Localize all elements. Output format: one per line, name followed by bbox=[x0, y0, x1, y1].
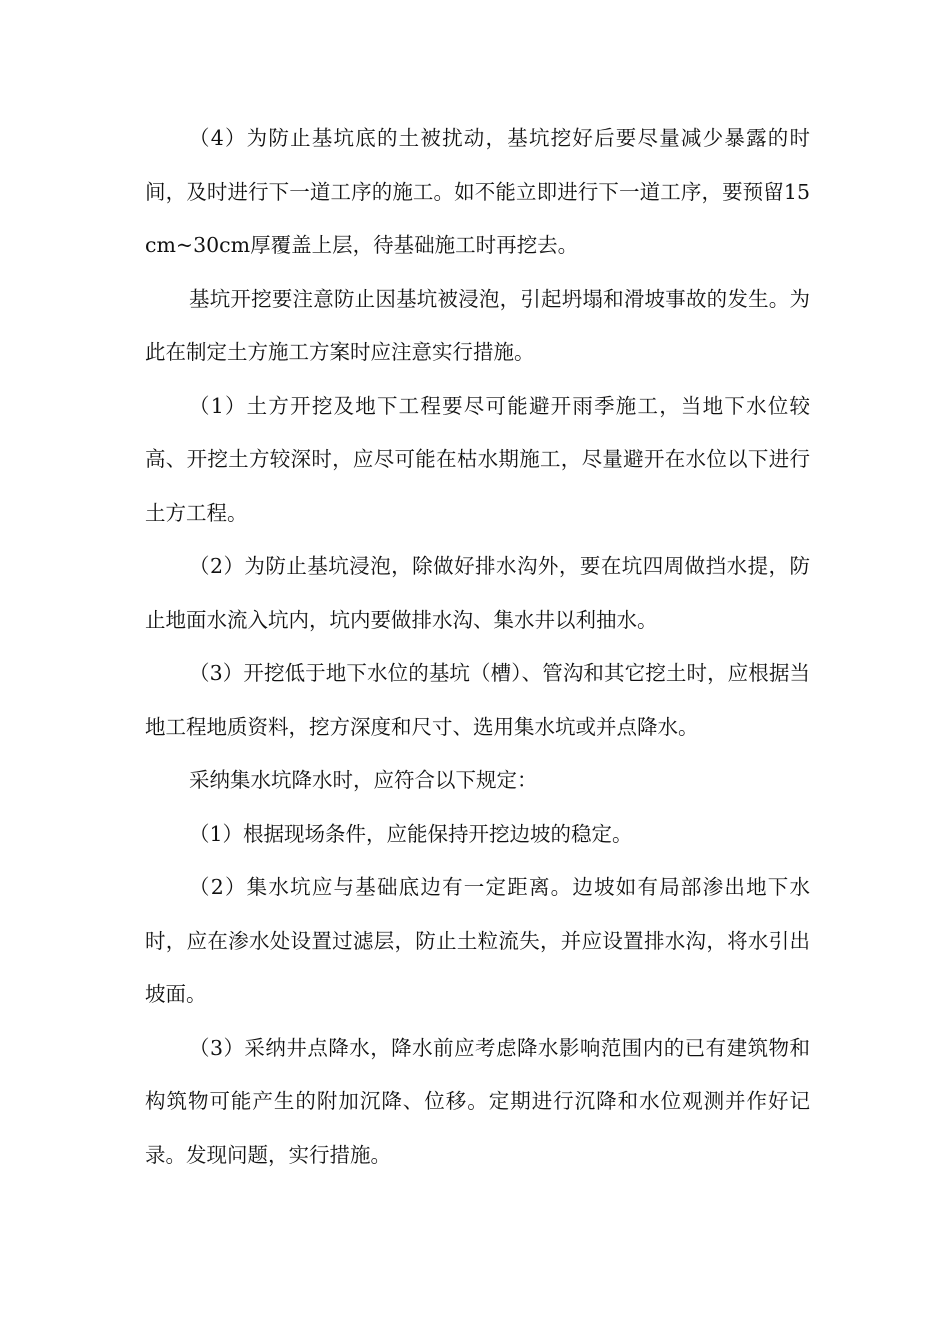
paragraph-item-4-protect-pit-bottom: （4）为防止基坑底的土被扰动，基坑挖好后要尽量减少暴露的时间，及时进行下一道工序的施工。如不能立即进行下一道工序，要预留15cm~30cm厚覆盖上层，待基础施工时再挖去。 bbox=[145, 126, 810, 257]
paragraph-item-2-drainage-ditch: （2）为防止基坑浸泡，除做好排水沟外，要在坑四周做挡水提，防止地面水流入坑内，坑内要做排水沟、集水井以利抽水。 bbox=[145, 554, 810, 632]
paragraph-rule-2-sump-distance: （2）集水坑应与基础底边有一定距离。边坡如有局部渗出地下水时，应在渗水处设置过滤层，防止土粒流失，并应设置排水沟，将水引出坡面。 bbox=[145, 875, 810, 1006]
paragraph-sump-rules-intro: 采纳集水坑降水时，应符合以下规定： bbox=[189, 768, 538, 792]
paragraph-item-1-avoid-rainy-season: （1）土方开挖及地下工程要尽可能避开雨季施工，当地下水位较高、开挖土方较深时，应尽可能在枯水期施工，尽量避开在水位以下进行土方工程。 bbox=[145, 393, 810, 525]
document-body bbox=[145, 112, 810, 1182]
paragraph-item-3-dewatering-method: （3）开挖低于地下水位的基坑（槽）、管沟和其它挖土时，应根据当地工程地质资料，挖方深度和尺寸、选用集水坑或并点降水。 bbox=[145, 661, 810, 739]
paragraph-pit-flooding-intro: 基坑开挖要注意防止因基坑被浸泡，引起坍塌和滑坡事故的发生。为此在制定土方施工方案时应注意实行措施。 bbox=[145, 286, 810, 364]
paragraph-rule-1-slope-stability: （1）根据现场条件，应能保持开挖边坡的稳定。 bbox=[189, 821, 633, 846]
paragraph-rule-3-well-point: （3）采纳井点降水，降水前应考虑降水影响范围内的已有建筑物和构筑物可能产生的附加沉降、位移。定期进行沉降和水位观测并作好记录。发现问题，实行措施。 bbox=[145, 1035, 810, 1167]
